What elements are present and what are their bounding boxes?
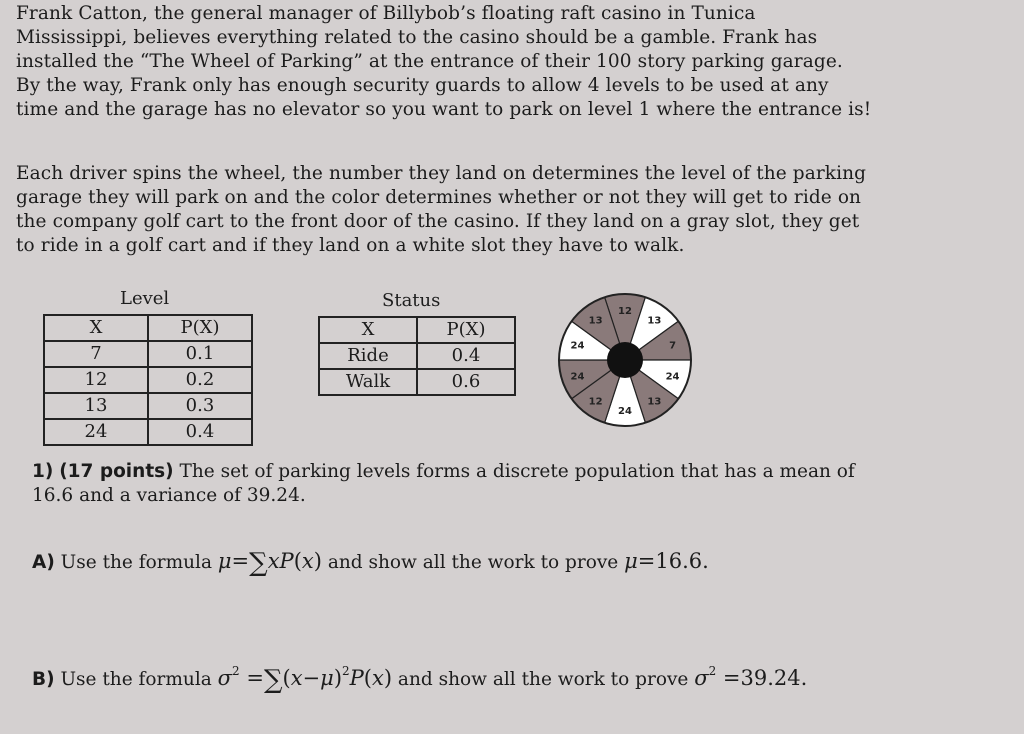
table-row: [319, 369, 515, 395]
header-cell: P(X): [148, 315, 252, 341]
table-cell: 13: [44, 393, 148, 419]
parking-wheel: [555, 292, 695, 432]
part-a-text: Use the formula: [54, 552, 218, 573]
status-table-title: Status: [382, 290, 441, 311]
header-cell: X: [44, 315, 148, 341]
table-cell: 0.6: [417, 369, 515, 395]
table-cell: 0.4: [148, 419, 252, 445]
table-cell: 24: [44, 419, 148, 445]
table-header-row: [44, 315, 252, 341]
table-cell: Ride: [319, 343, 417, 369]
question-text: 16.6 and a variance of 39.24.: [32, 485, 306, 506]
text-line: the company golf cart to the front door of the casino. If they land on a gray slot, they get: [16, 211, 860, 232]
table-row: [44, 367, 252, 393]
question-text: The set of parking levels forms a discrete population that has a mean of: [173, 461, 855, 482]
part-a: [32, 548, 709, 578]
wheel-slice-label: 13: [647, 396, 662, 408]
wheel-slice-label: 13: [647, 315, 662, 327]
table-cell: 0.4: [417, 343, 515, 369]
text-line: Frank Catton, the general manager of Billybob’s floating raft casino in Tunica: [16, 3, 756, 24]
wheel-slice-label: 24: [570, 371, 585, 383]
table-cell: 0.2: [148, 367, 252, 393]
header-cell: P(X): [417, 317, 515, 343]
level-table: [43, 314, 253, 446]
intro-paragraph: [16, 2, 1001, 122]
question-points: (17 points): [59, 461, 174, 482]
header-cell: X: [319, 317, 417, 343]
table-cell: 12: [44, 367, 148, 393]
part-b: [32, 664, 807, 695]
question-number: 1): [32, 461, 54, 482]
table-cell: 0.1: [148, 341, 252, 367]
variance-value: $\sigma^2 =39.24$.: [694, 664, 808, 690]
wheel-slice-label: 24: [665, 371, 680, 383]
table-row: [44, 341, 252, 367]
wheel-center: [607, 342, 643, 378]
variance-formula: $\sigma^2 =\sum(x-\mu)^2P(x)$: [217, 664, 393, 695]
table-row: [44, 419, 252, 445]
text-line: installed the “The Wheel of Parking” at the entrance of their 100 story parking garage.: [16, 51, 843, 72]
mean-formula: μ=∑xP(x): [217, 548, 322, 578]
text-line: Each driver spins the wheel, the number they land on determines the level of the parking: [16, 163, 867, 184]
wheel-slice-label: 12: [588, 396, 603, 408]
table-header-row: [319, 317, 515, 343]
table-row: [319, 343, 515, 369]
table-row: [44, 393, 252, 419]
part-a-text: and show all the work to prove: [321, 552, 625, 573]
table-cell: 0.3: [148, 393, 252, 419]
question-1: [32, 460, 1002, 508]
wheel-slice-label: 7: [669, 340, 677, 352]
wheel-slice-label: 24: [618, 406, 632, 417]
rules-paragraph: [16, 162, 1001, 258]
text-line: By the way, Frank only has enough security guards to allow 4 levels to be used at any: [16, 75, 829, 96]
mean-value: μ=16.6.: [624, 549, 709, 573]
part-a-label: A): [32, 552, 55, 573]
table-cell: 7: [44, 341, 148, 367]
wheel-slice-label: 24: [570, 340, 585, 352]
wheel-slice-label: 12: [618, 306, 632, 317]
status-table: [318, 316, 516, 396]
part-b-label: B): [32, 669, 55, 690]
level-table-title: Level: [120, 288, 170, 309]
part-b-text: Use the formula: [54, 669, 218, 690]
text-line: to ride in a golf cart and if they land on a white slot they have to walk.: [16, 235, 685, 256]
part-b-text: and show all the work to prove: [392, 669, 695, 690]
text-line: Mississippi, believes everything related to the casino should be a gamble. Frank has: [16, 27, 818, 48]
text-line: garage they will park on and the color determines whether or not they will get to ride on: [16, 187, 862, 208]
table-cell: Walk: [319, 369, 417, 395]
wheel-slice-label: 13: [588, 315, 603, 327]
text-line: time and the garage has no elevator so you want to park on level 1 where the entrance is!: [16, 99, 872, 120]
